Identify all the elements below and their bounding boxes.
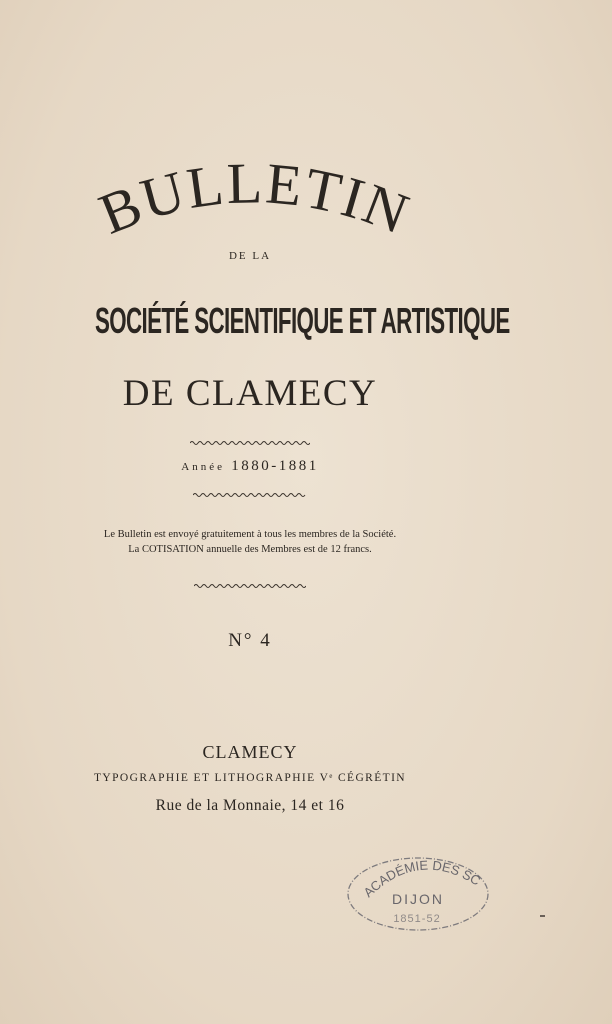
bulletin-title-arc bbox=[60, 150, 440, 260]
society-place: DE CLAMECY bbox=[122, 373, 378, 414]
imprint-address: Rue de la Monnaie, 14 et 16 bbox=[155, 797, 345, 814]
issue-number: N° 4 bbox=[228, 630, 272, 651]
society-name: SOCIÉTÉ SCIENTIFIQUE ET ARTISTIQUE bbox=[95, 300, 510, 341]
notice-line-1: Le Bulletin est envoyé gratuitement à tous les membres de la Société. bbox=[103, 529, 397, 540]
bulletin-title: BULLETIN bbox=[90, 150, 419, 248]
paper-speck bbox=[540, 915, 545, 917]
wavy-rule-bottom bbox=[194, 583, 306, 589]
notice-block bbox=[0, 527, 500, 557]
notice-line-2: La COTISATION annuelle des Membres est de 12 francs. bbox=[128, 544, 372, 555]
wavy-rule-mid bbox=[193, 492, 308, 498]
stamp-city: DIJON bbox=[392, 891, 444, 907]
year-line bbox=[0, 458, 500, 475]
year-value: 1880-1881 bbox=[231, 458, 319, 474]
imprint-city: CLAMECY bbox=[202, 742, 298, 762]
de-la-text: DE LA bbox=[228, 250, 272, 262]
stamp-arc-text: ACADÉMIE DES SC bbox=[360, 857, 484, 901]
wavy-rule-top bbox=[190, 440, 310, 446]
library-stamp bbox=[343, 852, 493, 934]
year-label: Année bbox=[181, 461, 225, 473]
imprint-printer: TYPOGRAPHIE ET LITHOGRAPHIE Vᵉ CÉGRÉTIN bbox=[93, 772, 407, 784]
stamp-mark: 1851-52 bbox=[393, 913, 441, 925]
